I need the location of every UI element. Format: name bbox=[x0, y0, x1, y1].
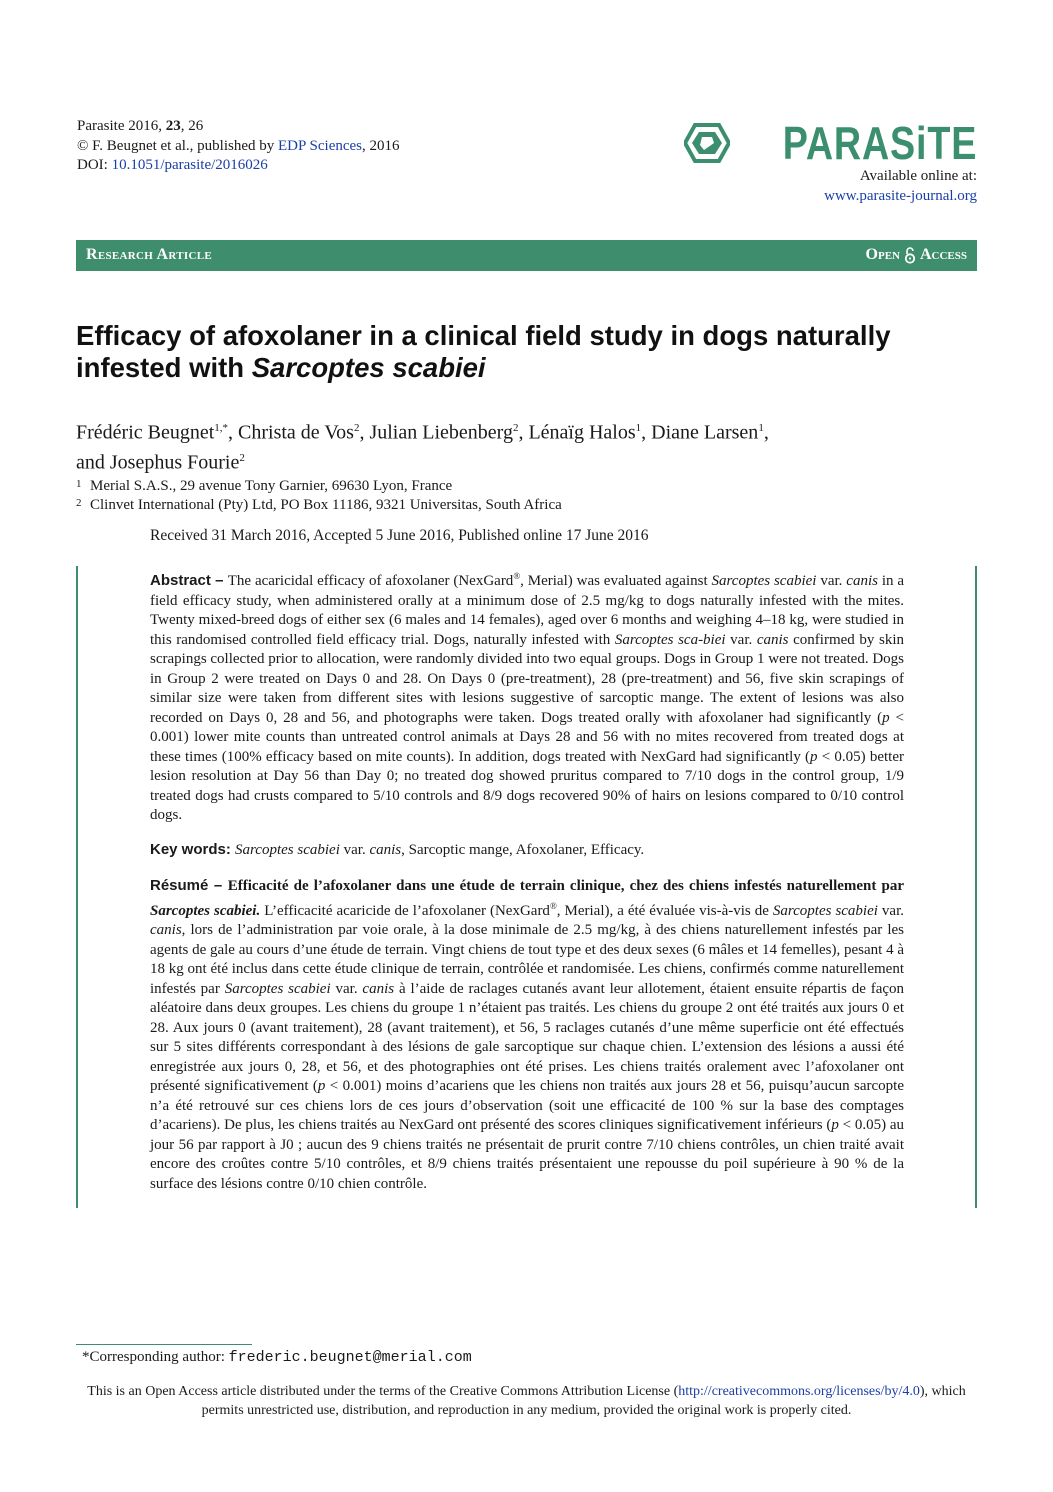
corresponding-email[interactable]: frederic.beugnet@merial.com bbox=[228, 1349, 472, 1366]
author-list: Frédéric Beugnet$^{1,*}$, Christa de Vos$^2$, Julian Liebenberg$^2$, Lénaïg Halos$^1$, Diane Larsen$^1$, and Josephus Fourie$^2$ bbox=[76, 421, 769, 474]
volume: 23 bbox=[165, 118, 181, 134]
abstract-paragraph: Abstract – The acaricidal efficacy of afoxolaner (NexGard®, Merial) was evaluated against Sarcoptes scabiei var. canis in a field efficacy study, when administered orally at a minimum dose of 2.5 mg/kg to dogs naturally infested with the mites. Twenty mixed-breed dogs of either sex (6 males and 14 females), aged over 6 months and weighing 4–18 kg, were studied in this randomised controlled field efficacy trial. Dogs, naturally infested with Sarcoptes sca-biei var. canis confirmed by skin scrapings collected prior to allocation, were randomly divided into two equal groups. Dogs in Group 1 were not treated. Dogs in Group 2 were treated on Days 0 and 28. On Days 0 (pre-treatment), 28 (pre-treatment) and 56, five skin scrapings of similar size were taken from different sites with lesions suggestive of sarcoptic mange. The extent of lesions was also recorded on Days 0, 28 and 56, and photographs were taken. Dogs treated orally with afoxolaner had significantly (p < 0.001) lower mite counts than untreated control animals at Days 28 and 56 with no mites recovered from treated dogs at these times (100% efficacy based on mite counts). In addition, dogs treated with NexGard had significantly (p < 0.05) better lesion resolution at Day 56 than Day 0; no treated dog showed pruritus compared to 7/10 dogs in the control group, 1/9 treated dogs had crusts compared to 5/10 controls and 8/9 dogs recovered 90% of hairs on lesions compared to 0/10 control dogs. bbox=[150, 571, 905, 823]
affiliation-list bbox=[76, 477, 562, 515]
copyright-line: © F. Beugnet et al., published by EDP Sciences, 2016 bbox=[77, 137, 400, 154]
license-notice: This is an Open Access article distributed under the terms of the Creative Commons Attribution License (http://creativecommons.org/licenses/by/4.0), which permits unrestricted use, distribution, and reproduction in any medium, provided the original work is properly cited. bbox=[87, 1384, 966, 1418]
open-access-lock-icon bbox=[904, 246, 916, 264]
affiliation-number: 1 bbox=[76, 478, 82, 490]
affiliation-number: 2 bbox=[76, 497, 82, 509]
publication-dates: Received 31 March 2016, Accepted 5 June 2016, Published online 17 June 2016 bbox=[150, 527, 649, 544]
author-affiliation-marker: 1,* bbox=[214, 422, 229, 434]
abstract-left-rule bbox=[76, 566, 78, 1208]
author-name: Christa de Vos bbox=[238, 421, 354, 444]
footnote-rule bbox=[76, 1344, 252, 1345]
resume-paragraph: Résumé – Efficacité de l’afoxolaner dans une étude de terrain clinique, chez des chiens infestés naturellement par Sarcoptes scabiei. L’efficacité acaricide de l’afoxolaner (NexGard®, Merial), a été évaluée vis-à-vis de Sarcoptes scabiei var. canis, lors de l’administration par voie orale, à la dose minimale de 2.5 mg/kg, à des chiens naturellement infestés par les agents de gale au cours d’une étude de terrain. Vingt chiens de tout type et des deux sexes (6 mâles et 14 femelles), pesant 4 à 18 kg ont été inclus dans cette étude clinique de terrain, contrôlée et randomisée. Les chiens, confirmés comme naturellement infestés par Sarcoptes scabiei var. canis à l’aide de raclages cutanés avant leur allotement, étaient ensuite répartis de façon aléatoire dans deux groupes. Les chiens du groupe 1 n’étaient pas traités. Les chiens du groupe 2 ont été traités aux jours 0 et 28. Aux jours 0 (avant traitement), 28 (avant traitement), et 56, 5 raclages cutanés d’une même superficie ont été effectués sur 5 sites différents correspondant à des lésions de gale sarcoptique sur chaque chien. L’extension des lésions a aussi été enregistrée aux jours 0, 28, et 56, et des photographies ont été prises. Les chiens traités oralement avec l’afoxolaner ont présenté significativement (p < 0.001) moins d’acariens que les chiens non traités aux jours 28 et 56, puisqu’aucun sarcopte n’a été retrouvé sur ces chiens lors de ces jours d’observation (soit une efficacité de 100 % sur la base des comptages d’acariens). De plus, les chiens traités au NexGard ont présenté des scores cliniques significativement inférieurs (p < 0.05) au jour 56 par rapport à J0 ; aucun des 9 chiens traités ne présentait de prurit contre 7/10 chiens contrôles, un chien traité avait encore des croûtes contre 5/10 contrôles, et 8/9 chiens traités présentaient une repousse du poil supérieure à 90 % de la surface des lésions contre 0/10 chien contrôle. bbox=[150, 877, 905, 1192]
corresponding-author-note: *Corresponding author: frederic.beugnet@merial.com bbox=[82, 1349, 472, 1366]
author-affiliation-marker: 1 bbox=[758, 422, 764, 434]
journal-logo-block bbox=[684, 117, 977, 206]
author-name: Julian Liebenberg bbox=[369, 421, 513, 444]
logo-wordmark: PARASiTE bbox=[782, 117, 977, 169]
available-online-label: Available online at: bbox=[859, 168, 977, 184]
open-access-label: Open Access bbox=[865, 246, 967, 263]
doi-link[interactable]: 10.1051/parasite/2016026 bbox=[111, 157, 268, 173]
author-affiliation-marker: 2 bbox=[239, 451, 245, 464]
keywords-paragraph: Key words: Sarcoptes scabiei var. canis, Sarcoptic mange, Afoxolaner, Efficacy. bbox=[150, 841, 645, 858]
author-name: Frédéric Beugnet bbox=[76, 421, 215, 444]
author-name: Lénaïg Halos bbox=[528, 421, 636, 444]
author-name: Diane Larsen bbox=[651, 421, 759, 444]
abstract-right-rule bbox=[975, 566, 977, 1208]
parasite-logo-icon bbox=[684, 123, 730, 163]
research-article-label: Research Article bbox=[86, 246, 212, 263]
journal-website-link[interactable]: www.parasite-journal.org bbox=[824, 187, 977, 204]
affiliation-text: Clinvet International (Pty) Ltd, PO Box 11186, 9321 Universitas, South Africa bbox=[90, 497, 562, 513]
author-name: and Josephus Fourie bbox=[76, 451, 240, 474]
affiliation-text: Merial S.A.S., 29 avenue Tony Garnier, 69630 Lyon, France bbox=[90, 478, 453, 494]
journal-citation-block bbox=[77, 117, 400, 176]
article-title: Efficacy of afoxolaner in a clinical field study in dogs naturally infested with Sarcoptes scabiei bbox=[76, 320, 891, 383]
doi-line: DOI: 10.1051/parasite/2016026 bbox=[77, 157, 268, 173]
author-affiliation-marker: 2 bbox=[512, 422, 519, 434]
author-affiliation-marker: 2 bbox=[353, 422, 360, 434]
license-link[interactable]: http://creativecommons.org/licenses/by/4.0 bbox=[678, 1384, 920, 1399]
article-type-banner bbox=[76, 240, 977, 271]
publisher-link[interactable]: EDP Sciences bbox=[278, 137, 363, 154]
affiliation-item bbox=[76, 496, 562, 515]
affiliation-item bbox=[76, 477, 562, 496]
author-affiliation-marker: 1 bbox=[635, 422, 642, 434]
citation-line: Parasite 2016, 23, 26 bbox=[77, 118, 204, 134]
journal-logo[interactable] bbox=[684, 117, 977, 169]
